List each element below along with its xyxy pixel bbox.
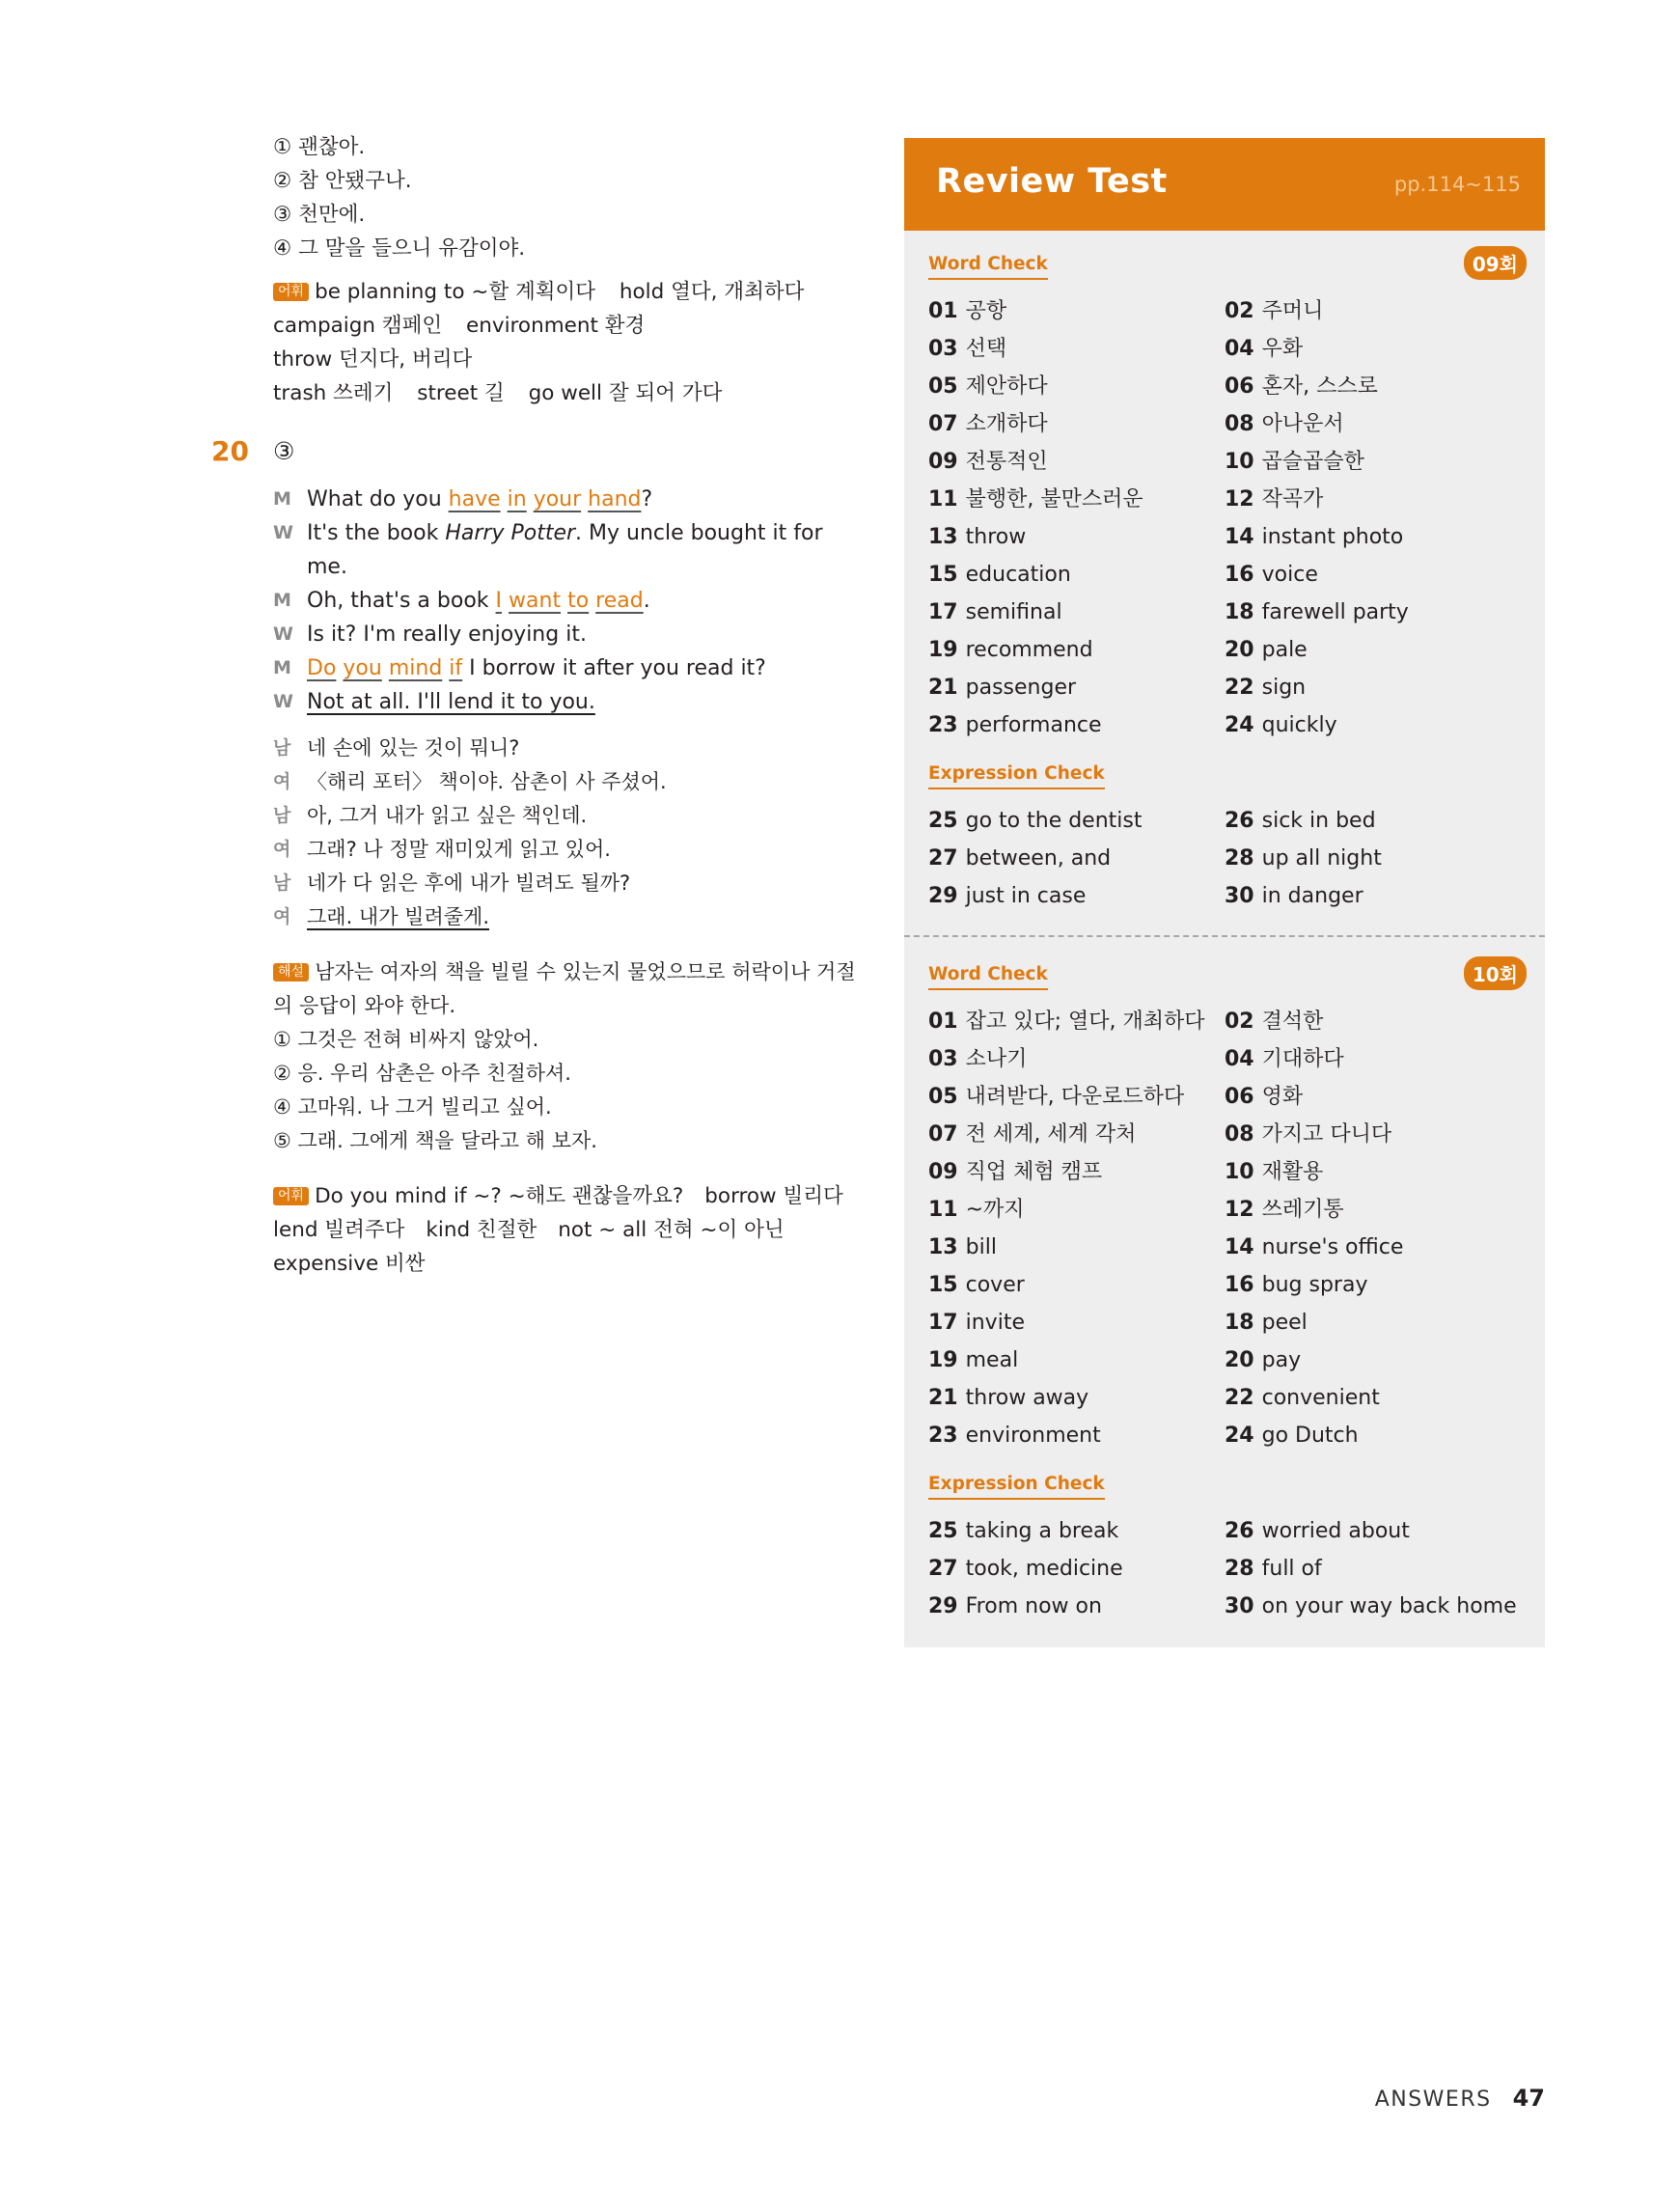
answer-number: 27 [928, 846, 958, 871]
answer-item [928, 877, 1225, 915]
section-title: Expression Check [928, 1474, 1105, 1500]
answer-text: peel [1261, 1311, 1308, 1335]
answer-number: 26 [1225, 1519, 1254, 1543]
blank-answer: have [448, 487, 501, 512]
option-line: ③ 천만에. [273, 203, 366, 227]
answer-item [928, 840, 1225, 877]
dialog-line [273, 483, 852, 516]
answer-text: recommend [965, 638, 1093, 662]
answer-text: go to the dentist [965, 809, 1143, 833]
answer-text: performance [965, 713, 1102, 737]
answer-item [1225, 1417, 1527, 1454]
answer-number: 27 [928, 1557, 958, 1581]
answer-number: 29 [928, 884, 958, 908]
answer-text: bill [965, 1235, 997, 1259]
translation-line [273, 799, 852, 833]
answer-item [1225, 368, 1527, 405]
answer-item [928, 1040, 1225, 1078]
answer-grid [928, 292, 1527, 744]
answer-item [1225, 802, 1527, 840]
answer-item [1225, 1078, 1527, 1116]
answer-item [928, 556, 1225, 594]
answer-number: 16 [1225, 1273, 1254, 1297]
blank-answer: Do [307, 656, 337, 680]
answer-item [1225, 1153, 1527, 1191]
dialog-script [273, 483, 852, 719]
vocab-item: not ~ all 전혀 ~이 아닌 [558, 1218, 785, 1242]
vocab-item: hold 열다, 개최하다 [619, 280, 805, 304]
review-test-panel [904, 138, 1545, 1647]
vocab-item: street 길 [417, 381, 505, 405]
answer-item [1225, 1512, 1527, 1550]
section-title: Expression Check [928, 763, 1105, 789]
answer-item [928, 292, 1225, 330]
answer-item [1225, 292, 1527, 330]
answer-number: 03 [928, 337, 958, 361]
question-header [211, 431, 294, 470]
answer-item [928, 1550, 1225, 1588]
answer-text: up all night [1261, 846, 1382, 871]
answer-item [928, 1153, 1225, 1191]
answer-item [928, 481, 1225, 518]
answer-text: ~까지 [965, 1198, 1025, 1222]
answer-number: 24 [1225, 1424, 1254, 1448]
answer-text: invite [965, 1311, 1025, 1335]
answer-item [928, 330, 1225, 368]
options-top [273, 130, 852, 265]
answer-number: 17 [928, 600, 958, 624]
blank-answer: want [509, 589, 562, 613]
answer-text: 혼자, 스스로 [1261, 374, 1378, 399]
answer-text: 잡고 있다; 열다, 개최하다 [965, 1009, 1205, 1034]
option-line: ④ 고마워. 나 그거 빌리고 싶어. [273, 1095, 552, 1119]
dialog-text: Oh, that's a book [307, 589, 496, 613]
section-09-word-check [928, 254, 1527, 744]
blank-answer: your [533, 487, 582, 512]
answer-number: 30 [1225, 1594, 1254, 1618]
answer-number: 28 [1225, 846, 1254, 871]
answer-item [928, 802, 1225, 840]
answer-item [1225, 330, 1527, 368]
dialog-line [273, 685, 852, 719]
answer-grid [928, 1003, 1527, 1454]
explanation-options [273, 1023, 857, 1158]
answer-item [928, 1379, 1225, 1417]
dialog-text: . My uncle bought it for me. [307, 521, 823, 579]
answer-text: meal [965, 1348, 1019, 1372]
answer-text: 선택 [965, 337, 1007, 361]
section-divider [904, 935, 1545, 937]
blank-answer: you [343, 656, 382, 680]
answer-item [1225, 405, 1527, 443]
option-line: ⑤ 그래. 그에게 책을 달라고 해 보자. [273, 1129, 597, 1152]
answer-text: pay [1261, 1348, 1302, 1372]
answer-item [1225, 443, 1527, 481]
vocab-item: lend 빌려주다 [273, 1218, 405, 1242]
blank-answer: in [507, 487, 527, 512]
answer-item [928, 1078, 1225, 1116]
blank-answer: I [495, 589, 503, 613]
vocab-item: expensive 비싼 [273, 1252, 426, 1276]
answer-grid [928, 1512, 1527, 1625]
answer-text: 영화 [1261, 1085, 1304, 1109]
speaker-label: 여 [273, 906, 291, 927]
translation-text: 그래? 나 정말 재미있게 읽고 있어. [307, 838, 611, 861]
option-line: ② 응. 우리 삼촌은 아주 친절하셔. [273, 1062, 571, 1085]
answer-text: go Dutch [1261, 1424, 1359, 1448]
answer-item [1225, 706, 1527, 744]
explanation-block [273, 955, 857, 1158]
answer-item [1225, 669, 1527, 706]
speaker-label: 남 [273, 805, 291, 826]
answer-text: throw [965, 525, 1027, 549]
answer-text: 소개하다 [965, 412, 1048, 436]
answer-item [1225, 594, 1527, 631]
left-column [273, 130, 852, 410]
answer-number: 19 [928, 1348, 958, 1372]
book-title: Harry Potter [445, 521, 576, 545]
answer-number: 07 [928, 1122, 958, 1147]
answer-text: 재활용 [1261, 1160, 1324, 1184]
vocab-item: campaign 캠페인 [273, 314, 443, 338]
answer-number: 05 [928, 374, 958, 399]
answer-text: environment [965, 1424, 1101, 1448]
vocab-item: go well 잘 되어 가다 [528, 381, 723, 405]
translation-text: 네 손에 있는 것이 뭐니? [307, 736, 520, 760]
section-09-expression-check [928, 763, 1527, 915]
answer-number: 08 [1225, 412, 1254, 436]
answer-number: 26 [1225, 809, 1254, 833]
blank-answer: mind [388, 656, 443, 680]
answer-number: 23 [928, 1424, 958, 1448]
answer-text: 공항 [965, 299, 1007, 323]
vocab-tag: 어휘 [273, 1187, 309, 1205]
answer-number: 21 [928, 1386, 958, 1410]
answer-item [928, 594, 1225, 631]
answer-text: 주머니 [1261, 299, 1324, 323]
section-10-word-check [928, 964, 1527, 1454]
answer-item [928, 443, 1225, 481]
answer-item [928, 1266, 1225, 1304]
translation-block [273, 732, 852, 934]
answer-item [928, 1116, 1225, 1153]
dialog-line [273, 651, 852, 685]
speaker-label: M [273, 590, 291, 611]
dialog-text: . [643, 589, 650, 613]
speaker-label: M [273, 488, 291, 510]
answer-item [928, 1341, 1225, 1379]
dialog-line [273, 584, 852, 618]
answer-text: 우화 [1261, 337, 1304, 361]
speaker-label: 남 [273, 737, 291, 759]
vocab-item: throw 던지다, 버리다 [273, 347, 473, 372]
answer-text: 직업 체험 캠프 [965, 1160, 1103, 1184]
answer-number: 20 [1225, 1348, 1254, 1372]
answer-number: 04 [1225, 1047, 1254, 1071]
answer-number: 29 [928, 1594, 958, 1618]
answer-number: 09 [928, 450, 958, 474]
answer-item [1225, 1588, 1527, 1625]
answer-text: instant photo [1261, 525, 1404, 549]
answer-number: 13 [928, 525, 958, 549]
answer-text: just in case [965, 884, 1087, 908]
page-reference: pp.114~115 [1393, 173, 1521, 196]
answer-item [928, 631, 1225, 669]
answer-text: 가지고 다니다 [1261, 1122, 1392, 1147]
answer-text: 쓰레기통 [1261, 1198, 1344, 1222]
answer-item [928, 1588, 1225, 1625]
answer-item [928, 1417, 1225, 1454]
speaker-label: W [273, 623, 293, 645]
answer-number: 01 [928, 299, 958, 323]
answer-item [928, 1191, 1225, 1229]
answer-text: 작곡가 [1261, 487, 1324, 512]
answer-number: 12 [1225, 487, 1254, 512]
translation-line [273, 833, 852, 867]
answer-text: sick in bed [1261, 809, 1376, 833]
answer-number: 22 [1225, 676, 1254, 700]
answer-number: 17 [928, 1311, 958, 1335]
answer-text: took, medicine [965, 1557, 1123, 1581]
answer-number: 11 [928, 487, 958, 512]
section-title: Word Check [928, 964, 1048, 990]
answer-text: between, and [965, 846, 1112, 871]
dialog-line [273, 516, 852, 584]
page-footer [1375, 2085, 1545, 2112]
translation-text: 그래. 내가 빌려줄게. [307, 905, 489, 928]
dialog-text: What do you [307, 487, 449, 512]
speaker-label: 여 [273, 771, 291, 792]
dialog-text: It's the book [307, 521, 446, 545]
answer-text: nurse's office [1261, 1235, 1404, 1259]
answer-text: 전 세계, 세계 각처 [965, 1122, 1137, 1147]
answer-text: throw away [965, 1386, 1089, 1410]
option-line: ① 괜찮아. [273, 135, 366, 159]
speaker-label: W [273, 522, 293, 543]
answer-number: 18 [1225, 600, 1254, 624]
answer-text: 기대하다 [1261, 1047, 1344, 1071]
answer-number: 08 [1225, 1122, 1254, 1147]
answer-item [1225, 518, 1527, 556]
answer-text: bug spray [1261, 1273, 1368, 1297]
answer-item [1225, 1191, 1527, 1229]
vocab-item: Do you mind if ~? ~해도 괜찮을까요? [315, 1184, 684, 1208]
answer-number: 10 [1225, 1160, 1254, 1184]
answer-number: 01 [928, 1009, 958, 1034]
blank-answer: if [449, 656, 463, 680]
panel-header [904, 138, 1545, 231]
blank-answer: to [567, 589, 590, 613]
answer-number: 07 [928, 412, 958, 436]
answer-number: 10 [1225, 450, 1254, 474]
answer-grid [928, 802, 1527, 915]
answer-text: passenger [965, 676, 1077, 700]
vocab-block-1 [273, 275, 852, 410]
answer-text: taking a break [965, 1519, 1119, 1543]
answer-item [1225, 1116, 1527, 1153]
vocab-item: trash 쓰레기 [273, 381, 394, 405]
answer-text: farewell party [1261, 600, 1409, 624]
blank-answer: read [595, 589, 644, 613]
answer-text: 결석한 [1261, 1009, 1324, 1034]
dialog-text: ? [641, 487, 653, 512]
speaker-label: 여 [273, 839, 291, 860]
answer-text: convenient [1261, 1386, 1380, 1410]
answer-number: 21 [928, 676, 958, 700]
page-number: 47 [1512, 2085, 1545, 2112]
footer-label: ANSWERS [1374, 2088, 1492, 2112]
answer-text: sign [1261, 676, 1307, 700]
answer-text: in danger [1261, 884, 1363, 908]
question-number: 20 [211, 434, 249, 467]
panel-title: Review Test [936, 162, 1168, 201]
question-answer: ③ [273, 436, 295, 465]
answer-item [928, 1003, 1225, 1040]
answer-number: 22 [1225, 1386, 1254, 1410]
answer-number: 24 [1225, 713, 1254, 737]
answer-text: 전통적인 [965, 450, 1048, 474]
option-line: ② 참 안됐구나. [273, 169, 412, 193]
answer-item [928, 518, 1225, 556]
answer-number: 14 [1225, 1235, 1254, 1259]
vocab-tag: 어휘 [273, 283, 309, 301]
answer-number: 05 [928, 1085, 958, 1109]
translation-text: 네가 다 읽은 후에 내가 빌려도 될까? [307, 871, 631, 895]
answer-item [928, 669, 1225, 706]
answer-text: worried about [1261, 1519, 1410, 1543]
answer-item [928, 1229, 1225, 1266]
answer-number: 19 [928, 638, 958, 662]
answer-text: 불행한, 불만스러운 [965, 487, 1143, 512]
answer-item [1225, 1266, 1527, 1304]
translation-text: 〈해리 포터〉 책이야. 삼촌이 사 주셨어. [307, 770, 667, 793]
section-title: Word Check [928, 254, 1048, 280]
answer-text: on your way back home [1261, 1594, 1517, 1618]
answer-number: 18 [1225, 1311, 1254, 1335]
dialog-line [273, 618, 852, 651]
answer-text: 제안하다 [965, 374, 1048, 399]
answer-number: 25 [928, 809, 958, 833]
answer-text: voice [1261, 563, 1318, 587]
answer-number: 15 [928, 563, 958, 587]
answer-item [1225, 481, 1527, 518]
translation-line [273, 867, 852, 900]
answer-item [928, 1304, 1225, 1341]
answer-sentence: Not at all. I'll lend it to you. [307, 690, 595, 714]
answer-number: 15 [928, 1273, 958, 1297]
round-badge: 10회 [1464, 956, 1527, 990]
answer-number: 30 [1225, 884, 1254, 908]
speaker-label: 남 [273, 872, 291, 894]
answer-text: quickly [1261, 713, 1337, 737]
answer-text: 아나운서 [1261, 412, 1344, 436]
translation-text: 아, 그거 내가 읽고 싶은 책인데. [307, 804, 588, 827]
translation-line [273, 900, 852, 934]
answer-number: 28 [1225, 1557, 1254, 1581]
dialog-text: Is it? I'm really enjoying it. [307, 622, 587, 647]
explanation-text: 남자는 여자의 책을 빌릴 수 있는지 물었으므로 허락이나 거절의 응답이 와야 한다. [273, 960, 856, 1017]
answer-number: 20 [1225, 638, 1254, 662]
round-badge: 09회 [1464, 246, 1527, 280]
answer-number: 25 [928, 1519, 958, 1543]
blank-answer: hand [588, 487, 642, 512]
answer-number: 16 [1225, 563, 1254, 587]
answer-text: pale [1261, 638, 1308, 662]
section-10-expression-check [928, 1474, 1527, 1625]
answer-number: 04 [1225, 337, 1254, 361]
answer-item [928, 368, 1225, 405]
vocab-item: environment 환경 [466, 314, 646, 338]
answer-text: semifinal [965, 600, 1062, 624]
answer-number: 14 [1225, 525, 1254, 549]
answer-item [928, 1512, 1225, 1550]
answer-item [1225, 1379, 1527, 1417]
answer-item [1225, 1304, 1527, 1341]
answer-item [928, 706, 1225, 744]
translation-line [273, 732, 852, 765]
answer-number: 02 [1225, 1009, 1254, 1034]
answer-text: 소나기 [965, 1047, 1028, 1071]
answer-number: 03 [928, 1047, 958, 1071]
answer-item [1225, 877, 1527, 915]
answer-text: education [965, 563, 1071, 587]
answer-text: From now on [965, 1594, 1102, 1618]
vocab-item: borrow 빌리다 [704, 1184, 843, 1208]
answer-number: 23 [928, 713, 958, 737]
answer-number: 06 [1225, 1085, 1254, 1109]
explanation-tag: 해설 [273, 963, 309, 982]
speaker-label: W [273, 691, 293, 712]
vocab-item: kind 친절한 [426, 1218, 537, 1242]
answer-text: cover [965, 1273, 1025, 1297]
answer-text: 곱슬곱슬한 [1261, 450, 1364, 474]
dialog-text: I borrow it after you read it? [462, 656, 766, 680]
option-line: ④ 그 말을 들으니 유감이야. [273, 236, 526, 261]
answer-text: full of [1261, 1557, 1322, 1581]
answer-item [1225, 1550, 1527, 1588]
answer-item [1225, 1341, 1527, 1379]
answer-number: 09 [928, 1160, 958, 1184]
answer-number: 13 [928, 1235, 958, 1259]
answer-item [928, 405, 1225, 443]
answer-item [1225, 840, 1527, 877]
answer-item [1225, 1040, 1527, 1078]
translation-line [273, 765, 852, 799]
speaker-label: M [273, 657, 291, 678]
vocab-item: be planning to ~할 계획이다 [315, 280, 596, 304]
answer-item [1225, 631, 1527, 669]
answer-item [1225, 1003, 1527, 1040]
answer-number: 11 [928, 1198, 958, 1222]
answer-number: 02 [1225, 299, 1254, 323]
answer-item [1225, 1229, 1527, 1266]
answer-item [1225, 556, 1527, 594]
answer-number: 12 [1225, 1198, 1254, 1222]
answer-text: 내려받다, 다운로드하다 [965, 1085, 1185, 1109]
vocab-block-2 [273, 1179, 857, 1281]
option-line: ① 그것은 전혀 비싸지 않았어. [273, 1028, 539, 1051]
answer-number: 06 [1225, 374, 1254, 399]
